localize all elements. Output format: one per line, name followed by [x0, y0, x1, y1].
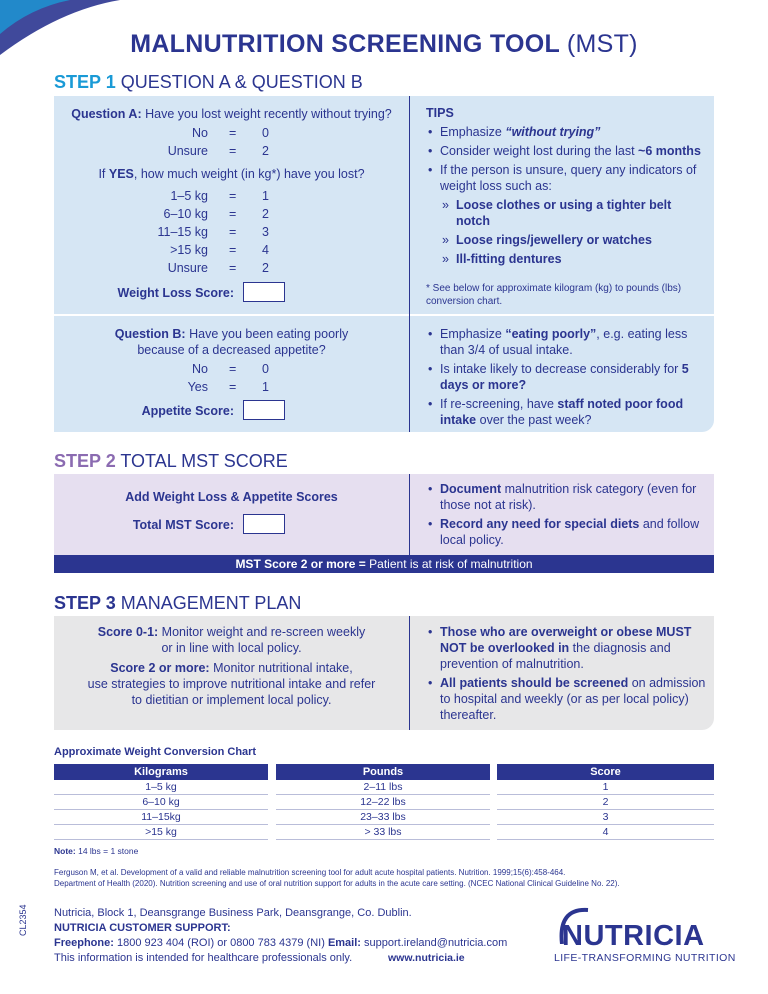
step2-heading: STEP 2 TOTAL MST SCORE: [54, 451, 288, 471]
column-header: Pounds: [276, 764, 490, 780]
option-label: Yes: [187, 380, 208, 394]
tip-text: and follow local policy.: [440, 517, 700, 547]
question-a: Question A: Have you lost weight recently without trying?: [71, 107, 392, 121]
score-2-plan: Score 2 or more: Monitor nutritional intake, use strategies to improve nutritional intake and refer to dietitian or implement local policy.: [87, 661, 376, 707]
column-header: Score: [497, 764, 714, 780]
option-value: 2: [262, 261, 269, 275]
option-value: 1: [262, 380, 269, 394]
website-link[interactable]: www.nutricia.ie: [388, 952, 465, 964]
tip-text: the diagnosis and prevention of malnutrition.: [440, 641, 671, 671]
add-scores-label: Add Weight Loss & Appetite Scores: [125, 490, 338, 504]
tip-text: Emphasize: [440, 327, 506, 341]
weight-loss-score-box[interactable]: [243, 282, 285, 302]
tip-item: [426, 124, 706, 140]
tip-text: over the past week?: [476, 413, 592, 427]
references: [54, 867, 620, 889]
tip-text: Emphasize: [440, 125, 506, 139]
tip-sub-item: » Loose rings/jewellery or watches: [426, 232, 706, 248]
tip-bold: “without trying”: [505, 125, 601, 139]
tip-sub-item: » Loose clothes or using a tighter belt notch: [426, 197, 706, 229]
pounds-column: [276, 764, 490, 840]
option-equals: =: [229, 380, 237, 394]
stone-note: Note: 14 lbs = 1 stone: [54, 846, 139, 856]
tip-bold: Those who are overweight or obese MUST NOT be overlooked in: [440, 625, 692, 655]
table-cell: > 33 lbs: [276, 825, 490, 840]
support-title: NUTRICIA CUSTOMER SUPPORT:: [54, 922, 231, 934]
tip-text: Is intake likely to decrease considerably for: [440, 362, 682, 376]
weight-loss-score-label: Weight Loss Score:: [117, 286, 234, 300]
kg-footnote: * See below for approximate kilogram (kg) to pounds (lbs) conversion chart.: [426, 283, 682, 307]
option-equals: =: [229, 144, 237, 158]
option-value: 2: [262, 144, 269, 158]
table-cell: >15 kg: [54, 825, 268, 840]
step1-separator: [54, 314, 714, 316]
phone-email: Freephone: 1800 923 404 (ROI) or 0800 783 4379 (NI) Email: support.ireland@nutricia.com: [54, 937, 508, 949]
option-value: 0: [262, 362, 269, 376]
option-value: 0: [262, 126, 269, 140]
tip-bold: Record any need for special diets: [440, 517, 640, 531]
table-cell: 6–10 kg: [54, 795, 268, 810]
table-cell: 12–22 lbs: [276, 795, 490, 810]
step3-tips-list: [426, 624, 706, 726]
step2-tips-list: [426, 481, 706, 551]
tip-item: [426, 481, 706, 513]
table-cell: 1–5 kg: [54, 780, 268, 795]
step1-heading: STEP 1 QUESTION A & QUESTION B: [54, 72, 363, 92]
tips-b-list: [426, 326, 706, 431]
table-cell: 1: [497, 780, 714, 795]
option-value: 4: [262, 243, 269, 257]
score-column: [497, 764, 714, 840]
total-mst-score-label: Total MST Score:: [132, 518, 234, 532]
tip-bold: All patients should be screened: [440, 676, 629, 690]
option-label: Unsure: [167, 144, 208, 158]
disclaimer: This information is intended for healthcare professionals only.: [54, 952, 353, 964]
option-equals: =: [229, 207, 237, 221]
option-value: 1: [262, 189, 269, 203]
step3-heading: STEP 3 MANAGEMENT PLAN: [54, 593, 302, 613]
conversion-chart-title: Approximate Weight Conversion Chart: [54, 746, 257, 758]
option-label: 11–15 kg: [157, 225, 208, 239]
tip-text: If the person is unsure, query any indicators of weight loss such as:: [440, 163, 697, 193]
tip-text: , e.g. eating less than 3/4 of usual intake.: [440, 327, 688, 357]
table-cell: 2–11 lbs: [276, 780, 490, 795]
appetite-score-box[interactable]: [243, 400, 285, 420]
reference-2: Department of Health (2020). Nutrition screening and use of oral nutrition support for adults in the acute care setting. (NCEC National Clinical Guideline No. 22).: [54, 879, 620, 888]
reference-1: Ferguson M, et al. Development of a valid and reliable malnutrition screening tool for adult acute hospital patients. Nutrition. 1999;15(6):458-464.: [54, 868, 566, 877]
table-cell: 2: [497, 795, 714, 810]
option-label: 6–10 kg: [163, 207, 208, 221]
option-label: Unsure: [167, 261, 208, 275]
logo-tagline: LIFE-TRANSFORMING NUTRITION: [554, 952, 736, 964]
option-equals: =: [229, 126, 237, 140]
tip-item: [426, 326, 706, 358]
option-equals: =: [229, 261, 237, 275]
document-code: CL2354: [18, 904, 28, 936]
tip-bold: Document: [440, 482, 502, 496]
option-label: No: [192, 362, 208, 376]
tip-bold: “eating poorly”: [505, 327, 597, 341]
tip-text: on admission to hospital and weekly (or as per local policy) thereafter.: [440, 676, 706, 722]
tip-bold: staff noted poor food intake: [440, 397, 684, 427]
tip-item: [426, 162, 706, 194]
option-value: 3: [262, 225, 269, 239]
risk-banner: MST Score 2 or more = Patient is at risk of malnutrition: [54, 555, 714, 573]
tip-item: [426, 624, 706, 672]
option-equals: =: [229, 225, 237, 239]
question-b: Question B: Have you been eating poorly because of a decreased appetite?: [114, 327, 349, 357]
option-value: 2: [262, 207, 269, 221]
tips-title: TIPS: [426, 106, 454, 120]
table-cell: 23–33 lbs: [276, 810, 490, 825]
tip-bold: 5 days or more?: [440, 362, 689, 392]
table-cell: 11–15kg: [54, 810, 268, 825]
question-a-followup: If YES, how much weight (in kg*) have you lost?: [98, 167, 365, 181]
option-equals: =: [229, 362, 237, 376]
option-label: >15 kg: [170, 243, 208, 257]
option-equals: =: [229, 243, 237, 257]
kilograms-column: [54, 764, 268, 840]
step1-divider: [409, 96, 410, 432]
tip-item: [426, 675, 706, 723]
logo-wordmark: NUTRICIA: [562, 920, 705, 952]
table-cell: 4: [497, 825, 714, 840]
option-label: 1–5 kg: [170, 189, 208, 203]
address: Nutricia, Block 1, Deansgrange Business Park, Deansgrange, Co. Dublin.: [54, 907, 412, 919]
tip-item: [426, 143, 706, 159]
page-title: MALNUTRITION SCREENING TOOL (MST): [130, 30, 638, 58]
tip-sub-item: » Ill-fitting dentures: [426, 251, 706, 267]
table-cell: 3: [497, 810, 714, 825]
tip-text: Consider weight lost during the last: [440, 144, 639, 158]
tip-item: [426, 361, 706, 393]
tip-bold: ~6 months: [638, 144, 701, 158]
option-label: No: [192, 126, 208, 140]
tip-item: [426, 516, 706, 548]
option-equals: =: [229, 189, 237, 203]
total-mst-score-box[interactable]: [243, 514, 285, 534]
tip-item: [426, 396, 706, 428]
score-0-1-plan: Score 0-1: Monitor weight and re-screen weekly or in line with local policy.: [97, 625, 366, 655]
appetite-score-label: Appetite Score:: [141, 404, 234, 418]
tip-text: malnutrition risk category (even for those not at risk).: [440, 482, 697, 512]
tips-a-list: [426, 124, 706, 270]
column-header: Kilograms: [54, 764, 268, 780]
tip-text: If re-screening, have: [440, 397, 558, 411]
step3-divider: [409, 616, 410, 730]
step2-divider: [409, 474, 410, 555]
